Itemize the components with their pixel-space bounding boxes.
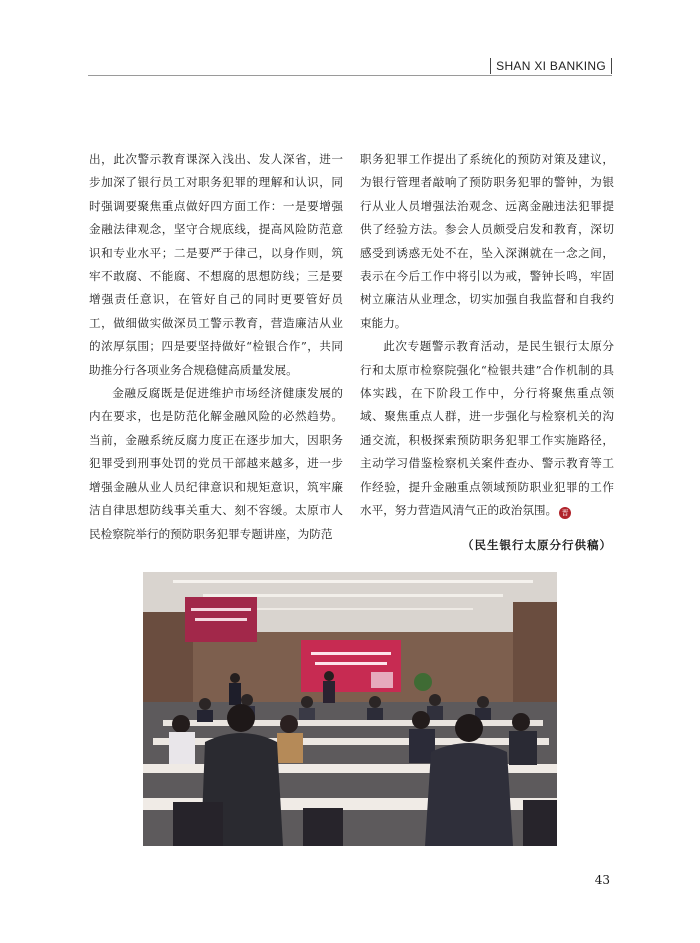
page-number: 43 bbox=[594, 873, 610, 887]
meeting-photo bbox=[143, 572, 557, 846]
meeting-room-illustration bbox=[143, 572, 557, 846]
left-text-column bbox=[89, 148, 343, 546]
article-end-mark-icon: 晋 bbox=[559, 507, 571, 519]
section-header-label: SHAN XI BANKING bbox=[490, 58, 612, 74]
right-paragraph-1: 职务犯罪工作提出了系统化的预防对策及建议，为银行管理者敲响了预防职务犯罪的警钟，为银行从业人员增强法治观念、远离金融违法犯罪提供了经验方法。参会人员颇受启发和教育，深切感受到诱惑无处不在，坠入深渊就在一念之间，表示在今后工作中将引以为戒，警钟长鸣，牢固树立廉洁从业理念，切实加强自我监督和自我约束能力。 bbox=[360, 152, 614, 330]
left-paragraph-1: 出，此次警示教育课深入浅出、发人深省，进一步加深了银行员工对职务犯罪的理解和认识，同时强调要聚焦重点做好四方面工作：一是要增强金融法律观念，坚守合规底线，提高风险防范意识和专业水平；二是要严于律己，以身作则，筑牢不敢腐、不能腐、不想腐的思想防线；三是要增强责任意识，在管好自己的同时更要管好员工，做细做实做深员工警示教育，营造廉洁从业的浓厚氛围；四是要坚持做好“检银合作”，共同助推分行各项业务合规稳健高质量发展。 bbox=[89, 152, 343, 377]
header-rule bbox=[88, 75, 612, 76]
article-credit: （民生银行太原分行供稿） bbox=[462, 538, 612, 552]
right-paragraph-2-text: 此次专题警示教育活动，是民生银行太原分行和太原市检察院强化“检银共建”合作机制的具体实践，在下阶段工作中，分行将聚焦重点领域、聚焦重点人群，进一步强化与检察机关的沟通交流，积极探索预防职务犯罪工作实施路径，主动学习借鉴检察机关案件查办、警示教育等工作经验，提升金融重点领域预防职业犯罪的工作水平，努力营造风清气正的政治氛围。 bbox=[360, 339, 614, 518]
right-text-column bbox=[360, 148, 614, 523]
right-paragraph-2 bbox=[360, 335, 614, 522]
left-paragraph-2: 金融反腐既是促进维护市场经济健康发展的内在要求，也是防范化解金融风险的必然趋势。当前，金融系统反腐力度正在逐步加大，因职务犯罪受到刑事处罚的党员干部越来越多，进一步增强金融从业人员纪律意识和规矩意识，筑牢廉洁自律思想防线事关重大、刻不容缓。太原市人民检察院举行的预防职务犯罪专题讲座，为防范 bbox=[89, 386, 343, 541]
